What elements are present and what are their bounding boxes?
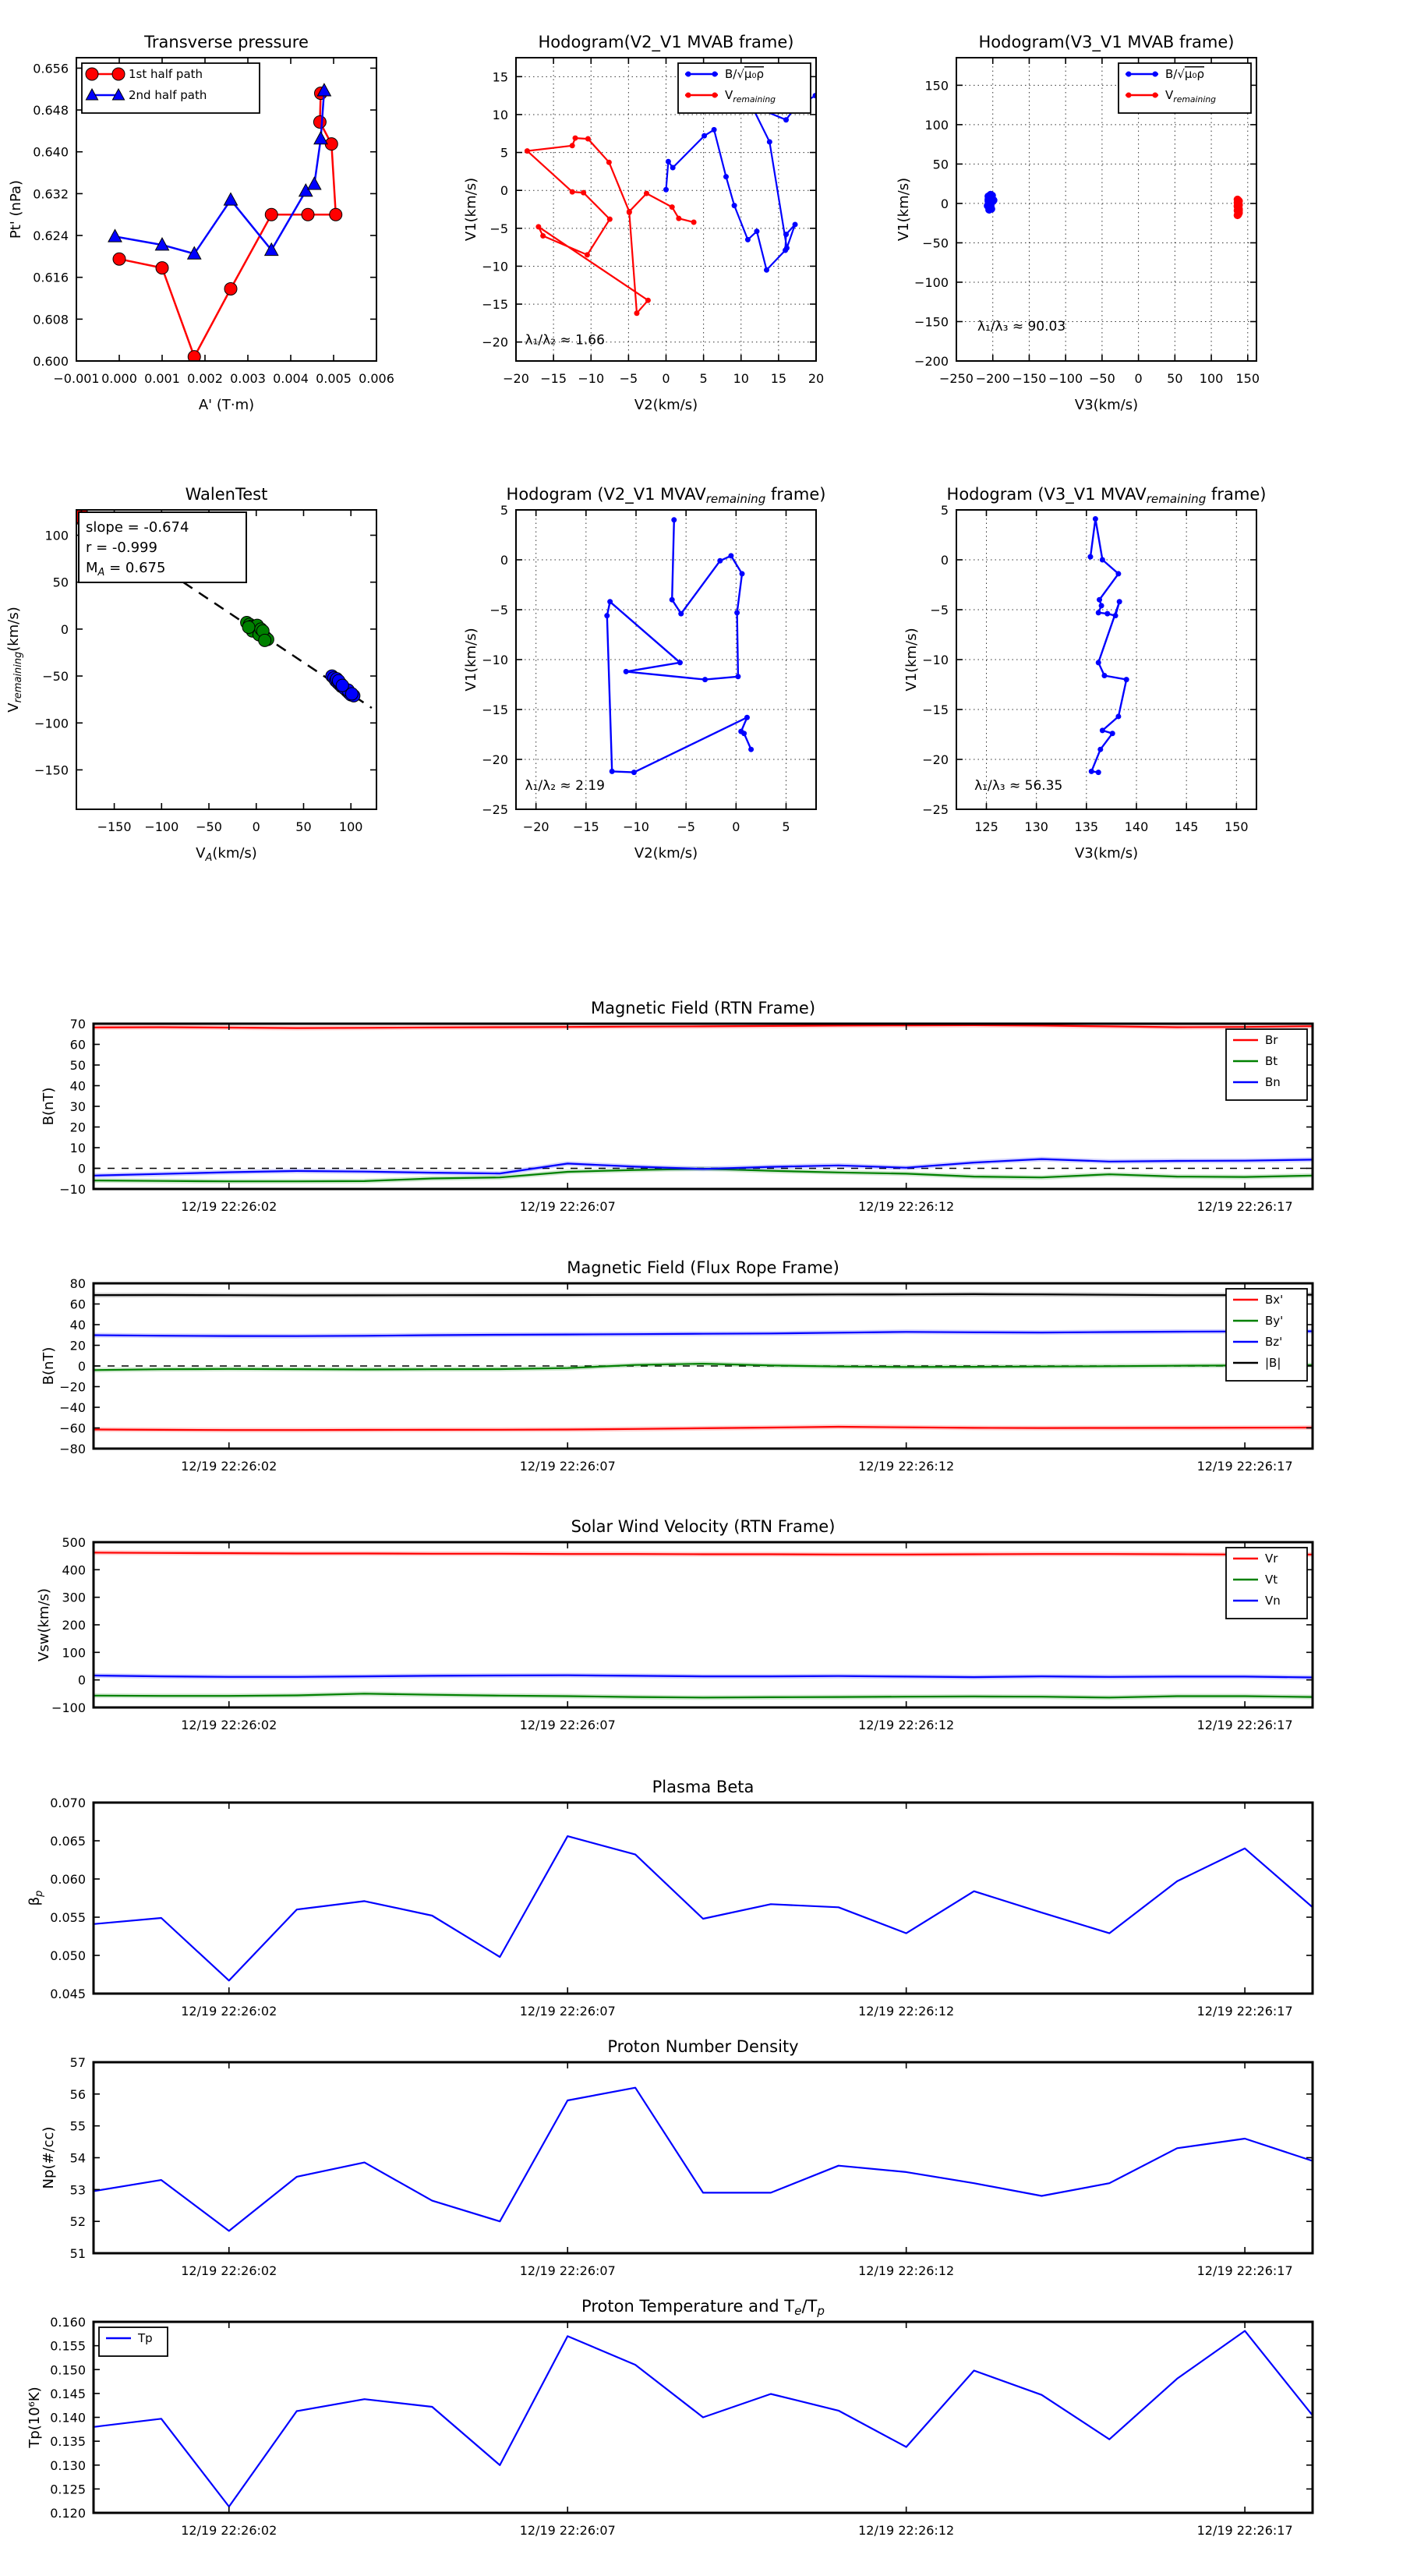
svg-text:80: 80 [69,1276,86,1291]
svg-text:0.140: 0.140 [50,2410,86,2426]
svg-text:WalenTest: WalenTest [185,485,268,504]
svg-text:Bz': Bz' [1265,1335,1283,1349]
svg-text:12/19 22:26:02: 12/19 22:26:02 [181,2523,277,2538]
svg-text:−20: −20 [59,1379,86,1395]
svg-text:−20: −20 [482,752,508,767]
svg-text:0: 0 [732,819,740,834]
svg-text:B/√μ₀ρ: B/√μ₀ρ [725,67,764,81]
svg-text:52: 52 [69,2214,86,2230]
svg-text:−100: −100 [914,274,949,290]
svg-text:5: 5 [500,503,508,518]
svg-text:0.155: 0.155 [50,2338,86,2354]
svg-text:0.135: 0.135 [50,2434,86,2450]
svg-text:54: 54 [69,2150,86,2166]
svg-text:100: 100 [338,819,363,834]
svg-text:Tp: Tp [138,2331,153,2345]
svg-text:Br: Br [1265,1033,1278,1047]
plot-magnetic-field-rtn [41,999,1313,1214]
svg-text:0.004: 0.004 [273,371,309,386]
svg-text:10: 10 [69,1141,86,1155]
svg-text:Hodogram(V2_V1 MVAB frame): Hodogram(V2_V1 MVAB frame) [538,33,794,51]
svg-text:−150: −150 [97,819,132,834]
svg-text:20: 20 [808,371,825,386]
svg-text:100: 100 [62,1645,86,1661]
svg-text:0.060: 0.060 [50,1872,86,1887]
svg-text:B(nT): B(nT) [41,1346,57,1385]
svg-text:Bt: Bt [1265,1054,1278,1068]
svg-text:Proton Number Density: Proton Number Density [607,2037,799,2056]
svg-text:V2(km/s): V2(km/s) [634,397,698,413]
svg-text:−25: −25 [922,802,949,817]
svg-text:Vt: Vt [1265,1573,1278,1587]
svg-text:12/19 22:26:12: 12/19 22:26:12 [858,2263,955,2278]
svg-text:B/√μ₀ρ: B/√μ₀ρ [1165,67,1204,81]
svg-text:12/19 22:26:02: 12/19 22:26:02 [181,1459,277,1474]
svg-text:−25: −25 [482,802,508,817]
svg-text:−5: −5 [489,221,508,236]
svg-text:−10: −10 [623,819,649,834]
svg-text:12/19 22:26:12: 12/19 22:26:12 [858,1459,955,1474]
svg-text:0.150: 0.150 [50,2362,86,2378]
svg-text:λ₁/λ₂ ≈ 2.19: λ₁/λ₂ ≈ 2.19 [525,778,605,794]
svg-text:12/19 22:26:07: 12/19 22:26:07 [519,2263,616,2278]
svg-text:130: 130 [1024,819,1048,834]
svg-text:−50: −50 [196,819,222,834]
svg-text:15: 15 [492,69,508,85]
svg-text:500: 500 [62,1535,86,1550]
svg-text:slope = -0.674: slope = -0.674 [86,519,189,536]
plot-hodogram-v2v1-mvav [463,485,825,862]
svg-text:0.005: 0.005 [316,371,352,386]
series-layer [94,1025,1313,1181]
svg-text:0.125: 0.125 [50,2482,86,2497]
svg-text:12/19 22:26:07: 12/19 22:26:07 [519,1459,616,1474]
svg-text:15: 15 [770,371,787,386]
svg-text:145: 145 [1174,819,1199,834]
svg-text:5: 5 [940,503,949,518]
svg-text:12/19 22:26:02: 12/19 22:26:02 [181,2004,277,2019]
svg-text:λ₁/λ₃ ≈ 56.35: λ₁/λ₃ ≈ 56.35 [974,778,1063,794]
svg-text:50: 50 [295,819,312,834]
svg-text:−50: −50 [1089,371,1115,386]
svg-text:100: 100 [1199,371,1224,386]
plot-solar-wind-velocity [36,1517,1313,1732]
svg-text:βp: $\beta_p$ [27,1890,45,1906]
svg-text:0.055: 0.055 [50,1910,86,1925]
svg-text:0.050: 0.050 [50,1948,86,1963]
plot-proton-number-density [41,2037,1313,2278]
svg-text:V1(km/s): V1(km/s) [463,177,479,242]
svg-text:Plasma Beta: Plasma Beta [652,1778,755,1796]
series-layer [94,1836,1313,1980]
svg-text:−60: −60 [59,1421,86,1436]
svg-text:0.145: 0.145 [50,2386,86,2401]
svg-text:0: 0 [77,1359,86,1374]
svg-text:−15: −15 [540,371,567,386]
svg-text:−5: −5 [930,603,949,617]
svg-text:−40: −40 [59,1400,86,1415]
svg-text:V3(km/s): V3(km/s) [1074,845,1139,862]
svg-text:55: 55 [69,2118,86,2134]
svg-text:−5: −5 [619,371,638,386]
svg-text:12/19 22:26:02: 12/19 22:26:02 [181,1718,277,1732]
svg-text:0: 0 [60,621,69,637]
legend-box [99,2327,168,2356]
svg-text:12/19 22:26:02: 12/19 22:26:02 [181,1199,277,1214]
svg-text:−150: −150 [1012,371,1047,386]
svg-text:Bn: Bn [1265,1075,1281,1089]
series-layer [984,191,1242,219]
svg-text:60: 60 [69,1037,86,1053]
svg-text:Vremaining: $V_{remaining}$ [1165,88,1217,104]
svg-text:56: 56 [69,2086,86,2102]
svg-text:0.616: 0.616 [33,270,69,285]
svg-text:5: 5 [782,819,790,834]
svg-text:V1(km/s): V1(km/s) [463,628,479,692]
svg-text:Magnetic Field (Flux Rope Fram: Magnetic Field (Flux Rope Frame) [567,1258,839,1277]
svg-text:Solar Wind Velocity (RTN Frame: Solar Wind Velocity (RTN Frame) [571,1517,836,1536]
svg-text:0.006: 0.006 [359,371,394,386]
svg-text:−15: −15 [572,819,599,834]
svg-text:−15: −15 [922,702,949,717]
svg-text:Pt' (nPa): Pt' (nPa) [8,179,24,239]
svg-text:12/19 22:26:17: 12/19 22:26:17 [1196,1718,1293,1732]
svg-text:40: 40 [69,1318,86,1332]
svg-text:200: 200 [62,1618,86,1633]
svg-text:Vremaining(km/s): $V_{remaining}(km/s)$ [5,607,24,713]
svg-text:Vn: Vn [1265,1594,1281,1608]
svg-text:10: 10 [733,371,749,386]
svg-text:−20: −20 [522,819,550,834]
svg-text:12/19 22:26:17: 12/19 22:26:17 [1196,1459,1293,1474]
svg-text:Transverse pressure: Transverse pressure [144,33,309,51]
svg-text:0.045: 0.045 [50,1987,86,2001]
svg-text:0.608: 0.608 [33,312,69,327]
svg-text:1st half path: 1st half path [129,67,203,81]
svg-text:125: 125 [974,819,998,834]
svg-text:Hodogram (V2_V1 MVAVremaining: Hodogram (V2_V1 MVAVremaining frame) [506,485,826,506]
svg-text:−0.001: −0.001 [53,371,100,386]
svg-text:0.065: 0.065 [50,1834,86,1849]
svg-text:VA(km/s): $V_A(km/s)$ [196,845,257,864]
svg-text:20: 20 [69,1338,86,1353]
svg-text:12/19 22:26:07: 12/19 22:26:07 [519,1199,616,1214]
svg-text:0: 0 [1134,371,1143,386]
svg-text:12/19 22:26:12: 12/19 22:26:12 [858,1718,955,1732]
svg-text:0: 0 [77,1161,86,1177]
svg-text:60: 60 [69,1297,86,1312]
svg-text:135: 135 [1074,819,1099,834]
svg-text:0.160: 0.160 [50,2315,86,2330]
svg-text:12/19 22:26:12: 12/19 22:26:12 [858,1199,955,1214]
svg-text:−50: −50 [42,669,69,685]
svg-text:−20: −20 [503,371,529,386]
svg-text:0.001: 0.001 [144,371,180,386]
plot-hodogram-v3v1-mvav [903,485,1266,862]
svg-text:5: 5 [500,145,508,161]
svg-text:0: 0 [77,1672,86,1688]
svg-text:12/19 22:26:07: 12/19 22:26:07 [519,2004,616,2019]
svg-text:0: 0 [940,553,949,568]
svg-text:A' (T·m): A' (T·m) [198,397,255,413]
svg-text:100: 100 [924,117,949,133]
svg-text:0.003: 0.003 [230,371,266,386]
svg-text:57: 57 [69,2055,86,2070]
svg-text:30: 30 [69,1099,86,1114]
svg-text:λ₁/λ₂ ≈ 1.66: λ₁/λ₂ ≈ 1.66 [525,332,605,349]
svg-text:0: 0 [662,371,670,386]
svg-text:−15: −15 [482,297,508,313]
svg-text:100: 100 [44,528,69,543]
svg-text:50: 50 [1167,371,1183,386]
svg-text:Vr: Vr [1265,1552,1278,1566]
svg-text:Tp(10⁶K): Tp(10⁶K) [27,2387,43,2448]
svg-text:53: 53 [69,2182,86,2198]
plot-magnetic-field-flux-rope [41,1258,1313,1474]
svg-text:−100: −100 [1048,371,1083,386]
plot-walen-test [5,485,376,864]
plot-plasma-beta [27,1778,1313,2019]
svg-text:150: 150 [1235,371,1260,386]
svg-text:V3(km/s): V3(km/s) [1074,397,1139,413]
svg-text:0.648: 0.648 [33,103,69,119]
svg-text:−150: −150 [914,314,949,330]
series-layer [604,517,754,775]
svg-text:12/19 22:26:17: 12/19 22:26:17 [1196,2004,1293,2019]
svg-text:V1(km/s): V1(km/s) [903,628,920,692]
svg-text:40: 40 [69,1078,86,1094]
svg-text:−5: −5 [489,603,508,617]
svg-text:5: 5 [699,371,708,386]
plot-hodogram-v3v1-mvab [896,33,1260,413]
svg-text:10: 10 [492,107,508,122]
svg-text:−100: −100 [51,1700,86,1715]
svg-text:−10: −10 [482,259,508,274]
svg-text:r = -0.999: r = -0.999 [86,540,157,556]
svg-text:−100: −100 [144,819,179,834]
svg-text:12/19 22:26:07: 12/19 22:26:07 [519,2523,616,2538]
svg-text:0.130: 0.130 [50,2457,86,2473]
svg-text:Bx': Bx' [1265,1293,1284,1307]
svg-text:B(nT): B(nT) [41,1087,57,1126]
plot-transverse-pressure [8,33,394,413]
svg-text:Proton Temperature and Te/Tp: Proton Temperature and Te/Tp [581,2297,825,2318]
svg-text:V1(km/s): V1(km/s) [896,177,912,242]
svg-text:0.070: 0.070 [50,1796,86,1810]
svg-text:−10: −10 [59,1182,86,1197]
svg-text:0.000: 0.000 [101,371,137,386]
svg-text:−10: −10 [482,653,508,667]
svg-text:12/19 22:26:17: 12/19 22:26:17 [1196,1199,1293,1214]
svg-text:150: 150 [924,78,949,94]
svg-text:Hodogram(V3_V1 MVAB frame): Hodogram(V3_V1 MVAB frame) [978,33,1235,51]
svg-text:0.656: 0.656 [33,61,69,76]
series-layer [525,93,818,316]
svg-text:300: 300 [62,1590,86,1605]
svg-text:−15: −15 [482,702,508,717]
svg-text:0: 0 [500,183,508,199]
svg-text:−250: −250 [939,371,974,386]
svg-text:−150: −150 [34,763,69,778]
svg-text:MA = 0.675: $M_A = 0.675$ [86,560,166,579]
svg-text:12/19 22:26:07: 12/19 22:26:07 [519,1718,616,1732]
svg-text:70: 70 [69,1017,86,1031]
svg-text:−5: −5 [677,819,695,834]
svg-text:−100: −100 [34,716,69,731]
svg-text:12/19 22:26:17: 12/19 22:26:17 [1196,2523,1293,2538]
svg-text:0: 0 [940,196,949,211]
svg-text:0.640: 0.640 [33,144,69,160]
series-layer [94,2331,1313,2507]
svg-text:Hodogram (V3_V1 MVAVremaining: Hodogram (V3_V1 MVAVremaining frame) [946,485,1267,506]
svg-text:−50: −50 [922,235,949,251]
svg-text:−200: −200 [914,354,949,369]
series-layer [94,1294,1313,1430]
svg-text:12/19 22:26:17: 12/19 22:26:17 [1196,2263,1293,2278]
svg-text:−10: −10 [922,653,949,667]
svg-text:2nd half path: 2nd half path [129,88,207,102]
svg-text:50: 50 [69,1058,86,1073]
svg-text:12/19 22:26:02: 12/19 22:26:02 [181,2263,277,2278]
svg-text:12/19 22:26:12: 12/19 22:26:12 [858,2004,955,2019]
series-layer [108,83,342,363]
svg-text:By': By' [1265,1314,1284,1328]
svg-text:Vsw(km/s): Vsw(km/s) [36,1588,52,1661]
svg-text:Magnetic Field (RTN Frame): Magnetic Field (RTN Frame) [590,999,816,1017]
series-layer [94,1552,1313,1697]
svg-text:51: 51 [69,2246,86,2261]
svg-text:400: 400 [62,1562,86,1578]
svg-text:|B|: |B| [1265,1356,1281,1370]
svg-text:0: 0 [252,819,260,834]
svg-text:12/19 22:26:12: 12/19 22:26:12 [858,2523,955,2538]
series-layer [94,2088,1313,2231]
svg-text:−80: −80 [59,1442,86,1456]
svg-text:−10: −10 [578,371,605,386]
svg-text:0.600: 0.600 [33,354,69,369]
svg-text:−200: −200 [975,371,1010,386]
svg-text:0: 0 [500,553,508,568]
svg-text:V2(km/s): V2(km/s) [634,845,698,862]
svg-text:0.632: 0.632 [33,186,69,202]
svg-text:−20: −20 [482,334,508,350]
svg-text:λ₁/λ₃ ≈ 90.03: λ₁/λ₃ ≈ 90.03 [977,319,1066,335]
svg-text:0.120: 0.120 [50,2506,86,2521]
svg-text:50: 50 [932,157,949,172]
svg-text:50: 50 [52,575,69,590]
svg-text:140: 140 [1124,819,1149,834]
svg-text:Np(#/cc): Np(#/cc) [41,2126,57,2189]
series-layer [1087,516,1129,775]
svg-text:Vremaining: $V_{remaining}$ [725,88,776,104]
svg-text:20: 20 [69,1120,86,1135]
plot-proton-temperature [27,2297,1313,2538]
svg-text:150: 150 [1225,819,1249,834]
svg-text:0.624: 0.624 [33,228,69,244]
plot-hodogram-v2v1-mvab [463,33,824,413]
svg-text:−20: −20 [922,752,949,767]
svg-text:0.002: 0.002 [187,371,223,386]
